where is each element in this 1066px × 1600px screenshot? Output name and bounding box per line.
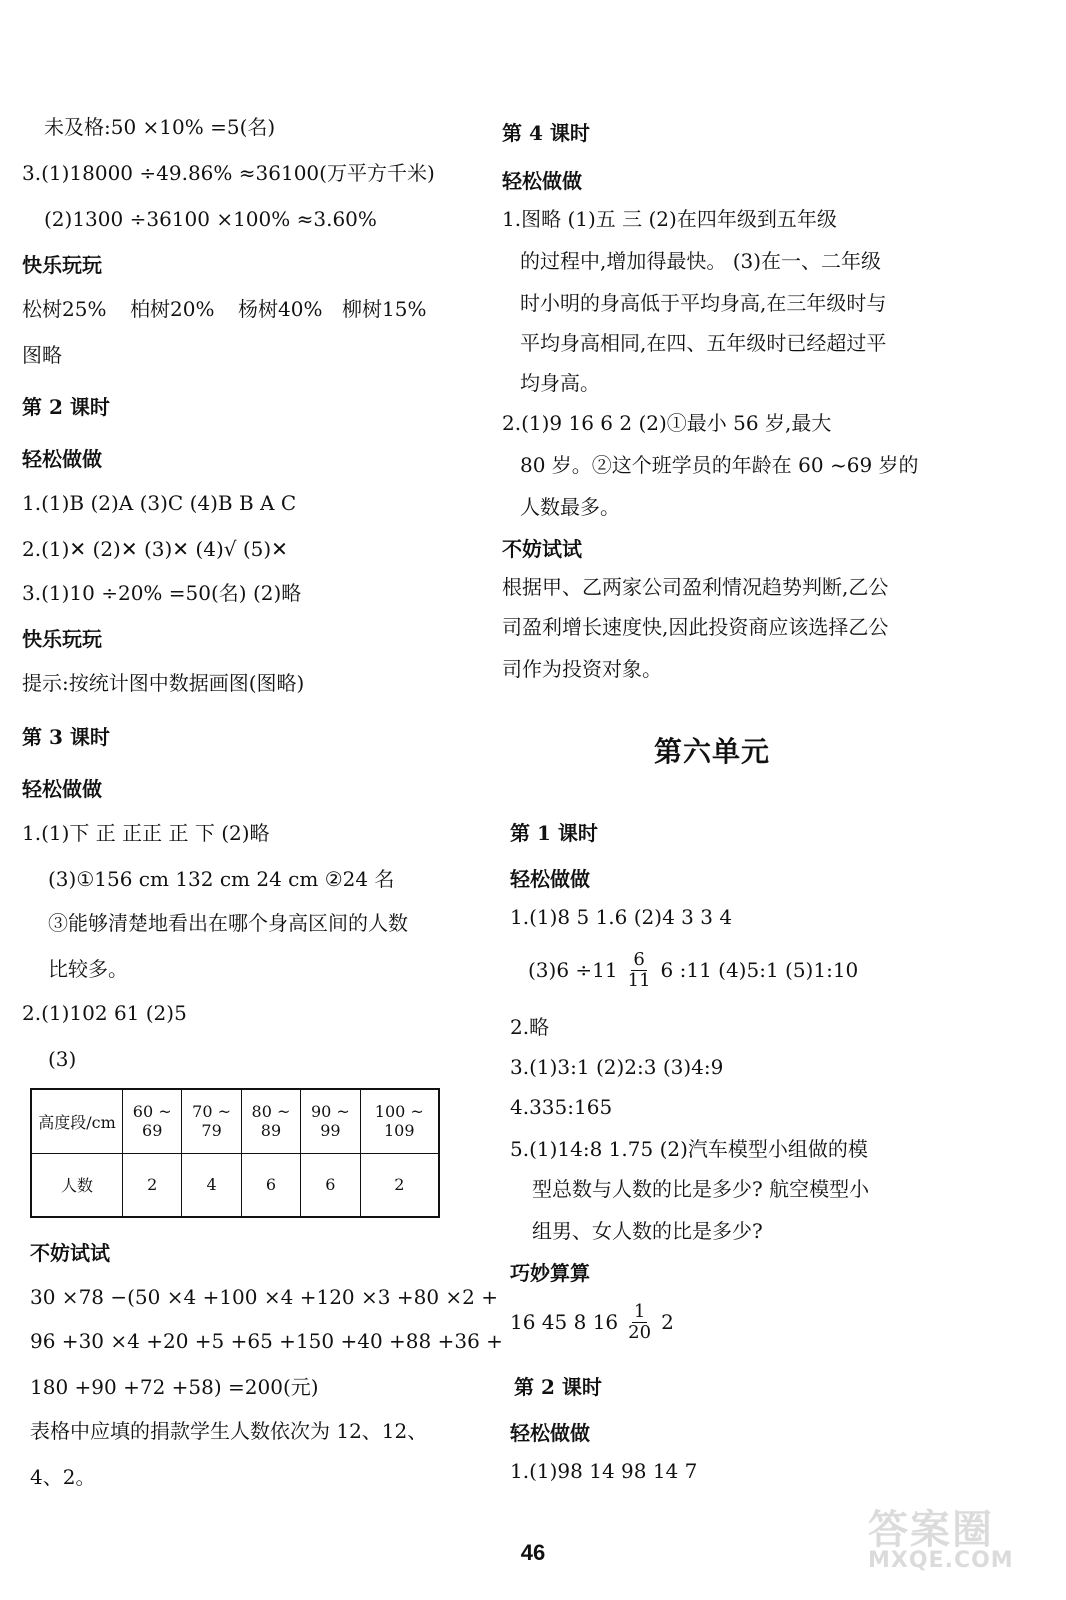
tree-3: 杨树40% [238,297,323,321]
unit6-line-5: 4.335:165 [510,1095,613,1119]
lesson4-line-6: 2.(1)9 16 6 2 (2)①最小 56 岁,最大 [502,411,832,435]
unit6-line-6: 5.(1)14:8 1.75 (2)汽车模型小组做的模 [510,1137,868,1161]
unit6-calc-last: 2 [661,1310,674,1334]
fraction-6-11 [628,950,651,991]
lesson4-line-8: 人数最多。 [520,495,620,519]
unit6-line-2b: 6 :11 (4)5:1 (5)1:10 [660,958,859,982]
heading-easy-3: 轻松做做 [22,777,102,801]
heading-lesson-2: 第 2 课时 [22,395,110,419]
left-line-lue: 图略 [22,343,62,367]
lesson3-line-3: ③能够清楚地看出在哪个身高区间的人数 [48,911,408,935]
heading-easy-4: 轻松做做 [502,169,582,193]
unit6-line-9: 1.(1)98 14 98 14 7 [510,1459,698,1483]
table-header-cell: 70 ~ 79 [182,1089,241,1153]
table-cell: 6 [241,1153,300,1217]
lesson3-line-4: 比较多。 [48,957,128,981]
fraction-numerator: 6 [633,948,645,970]
left-line-3: (2)1300 ÷36100 ×100% ≈3.60% [44,207,377,231]
table-header-cell: 80 ~ 89 [241,1089,300,1153]
table-cell: 6 [301,1153,360,1217]
lesson2-tip: 提示:按统计图中数据画图(图略) [22,671,305,695]
heading-try-3: 不妨试试 [30,1241,110,1265]
unit6-line-2a: (3)6 ÷11 [528,958,618,982]
lesson2-line-1: 1.(1)B (2)A (3)C (4)B B A C [22,491,297,515]
lesson4-line-1: 1.图略 (1)五 三 (2)在四年级到五年级 [502,207,837,231]
try4-line-1: 根据甲、乙两家公司盈利情况趋势判断,乙公 [502,575,889,599]
lesson3-line-5: 2.(1)102 61 (2)5 [22,1001,187,1025]
watermark-url: MXQE.COM [868,1548,1014,1573]
heading-unit6-easy-2: 轻松做做 [510,1421,590,1445]
unit6-calc-line [510,1298,674,1346]
unit6-calc-values: 16 45 8 16 [510,1310,619,1334]
try3-line-1: 30 ×78 −(50 ×4 +100 ×4 +120 ×3 +80 ×2 + [30,1285,498,1309]
watermark-logo-text: 答案圈 [868,1507,994,1553]
table-cell: 2 [360,1153,439,1217]
unit6-line-3: 2.略 [510,1015,550,1039]
table-header-cell: 90 ~ 99 [301,1089,360,1153]
lesson4-line-7: 80 岁。②这个班学员的年龄在 60 ~69 岁的 [520,453,919,477]
lesson2-line-2: 2.(1)✕ (2)✕ (3)✕ (4)√ (5)✕ [22,537,288,561]
fraction-denominator: 20 [628,1321,652,1343]
try3-line-3: 180 +90 +72 +58) =200(元) [30,1375,319,1399]
page-number: 46 [520,1540,546,1565]
heading-fun-1: 快乐玩玩 [22,253,102,277]
heading-unit6-lesson-2: 第 2 课时 [514,1375,602,1399]
try4-line-2: 司盈利增长速度快,因此投资商应该选择乙公 [502,615,889,639]
try3-line-2: 96 +30 ×4 +20 +5 +65 +150 +40 +88 +36 + [30,1329,503,1353]
table-cell: 人数 [31,1153,123,1217]
left-line-1: 未及格:50 ×10% =5(名) [44,115,276,139]
heading-lesson-4: 第 4 课时 [502,121,590,145]
table-header-row [31,1089,439,1153]
heading-try-4: 不妨试试 [502,537,582,561]
lesson3-line-2: (3)①156 cm 132 cm 24 cm ②24 名 [48,867,395,891]
unit6-line-4: 3.(1)3:1 (2)2:3 (3)4:9 [510,1055,724,1079]
lesson4-line-4: 平均身高相同,在四、五年级时已经超过平 [520,331,887,355]
try3-line-4: 表格中应填的捐款学生人数依次为 12、12、 [30,1419,428,1443]
height-table [30,1088,440,1218]
heading-unit6-easy-1: 轻松做做 [510,867,590,891]
tree-1: 松树25% [22,297,107,321]
table-row [31,1153,439,1217]
lesson4-line-2: 的过程中,增加得最快。 (3)在一、二年级 [520,249,882,273]
unit6-line-7: 型总数与人数的比是多少? 航空模型小 [532,1177,870,1201]
fraction-numerator: 1 [633,1300,646,1322]
heading-lesson-3: 第 3 课时 [22,725,110,749]
lesson4-line-3: 时小明的身高低于平均身高,在三年级时与 [520,291,887,315]
table-header-cell: 100 ~ 109 [360,1089,439,1153]
heading-fun-2: 快乐玩玩 [22,627,102,651]
tree-2: 柏树20% [130,297,215,321]
heading-easy-2: 轻松做做 [22,447,102,471]
heading-unit6-lesson-1: 第 1 课时 [510,821,598,845]
fraction-1-20 [628,1302,651,1343]
unit6-line-1: 1.(1)8 5 1.6 (2)4 3 3 4 [510,905,733,929]
lesson3-line-1: 1.(1)下 正 正正 正 下 (2)略 [22,821,270,845]
left-line-2: 3.(1)18000 ÷49.86% ≈36100(万平方千米) [22,161,435,185]
table-cell: 4 [182,1153,241,1217]
watermark-logo [862,1498,1042,1578]
fraction-denominator: 11 [627,969,651,991]
lesson3-line-6: (3) [48,1047,77,1071]
unit-six-title: 第六单元 [654,735,771,768]
try3-line-5: 4、2。 [30,1465,96,1489]
table-cell: 2 [123,1153,182,1217]
unit6-line-8: 组男、女人数的比是多少? [532,1219,763,1243]
table-header-cell: 60 ~ 69 [123,1089,182,1153]
heading-unit6-calc: 巧妙算算 [510,1261,590,1285]
unit6-line-2 [528,946,858,994]
lesson4-line-5: 均身高。 [520,371,600,395]
tree-4: 柳树15% [342,297,427,321]
table-header-cell: 高度段/cm [31,1089,123,1153]
try4-line-3: 司作为投资对象。 [502,657,662,681]
lesson2-line-3: 3.(1)10 ÷20% =50(名) (2)略 [22,581,302,605]
